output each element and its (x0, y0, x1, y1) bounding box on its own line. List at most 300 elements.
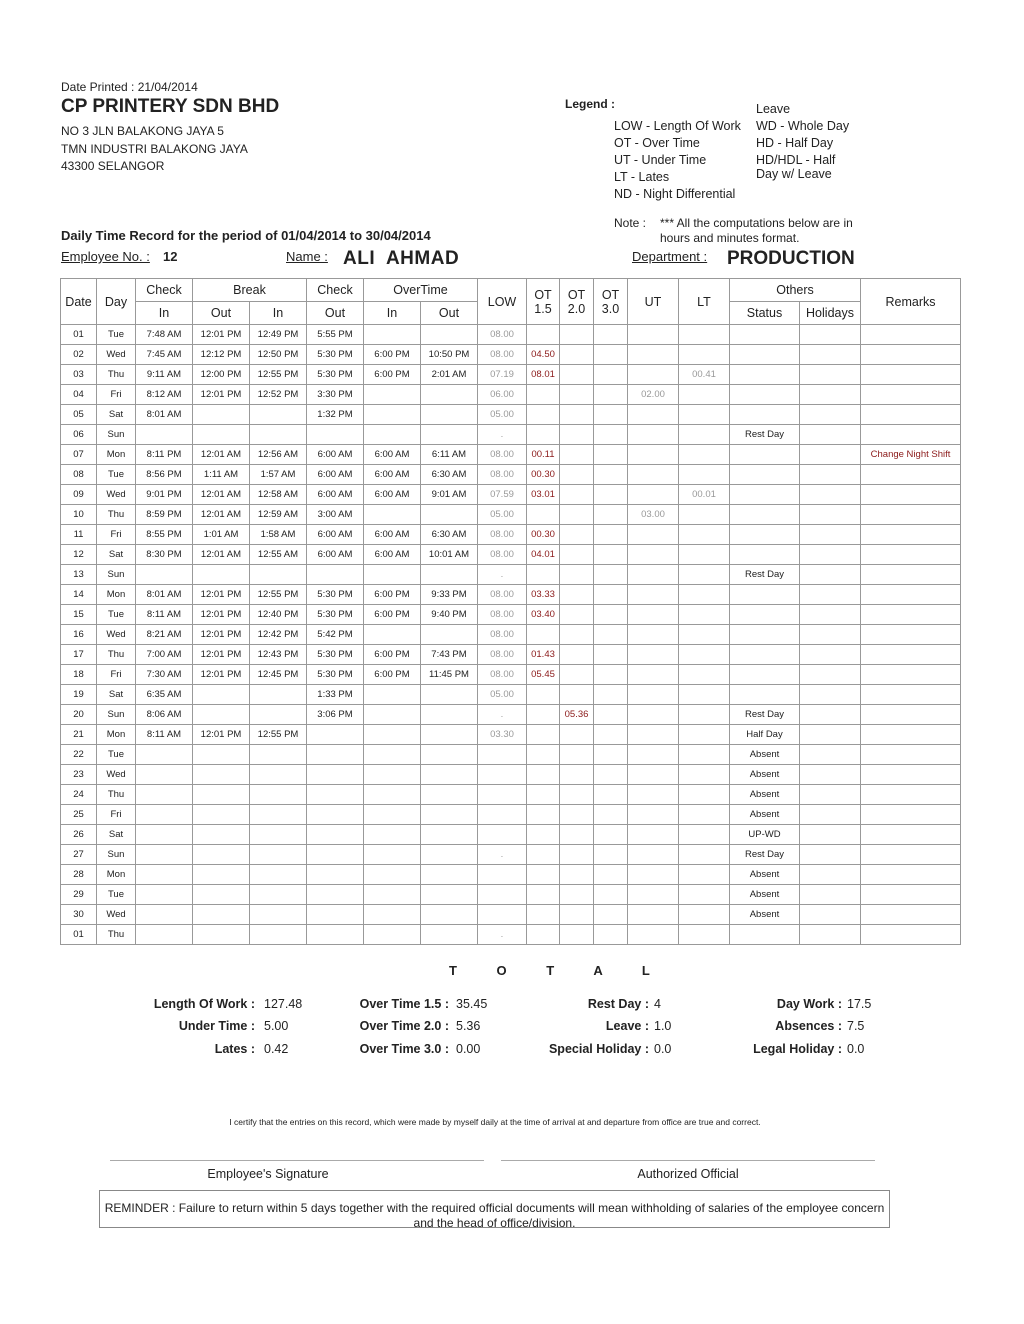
row-date: 20 (61, 705, 97, 725)
row-ut (628, 785, 679, 805)
row-break-out: 12:01 AM (193, 445, 250, 465)
date-printed: Date Printed : 21/04/2014 (61, 80, 198, 94)
row-status: UP-WD (730, 825, 800, 845)
row-check-in: 8:59 PM (136, 505, 193, 525)
row-break-in (250, 765, 307, 785)
row-holidays (800, 665, 861, 685)
row-ot20 (560, 385, 594, 405)
row-check-in (136, 845, 193, 865)
row-ot30 (594, 845, 628, 865)
row-lt (679, 605, 730, 625)
row-day: Sat (97, 545, 136, 565)
table-row (61, 345, 961, 365)
row-break-in: 12:55 AM (250, 545, 307, 565)
row-ot20 (560, 745, 594, 765)
row-ot30 (594, 805, 628, 825)
total-value-under-time: 5.00 (264, 1019, 289, 1033)
row-holidays (800, 905, 861, 925)
row-remarks (861, 665, 961, 685)
table-row (61, 905, 961, 925)
row-lt (679, 405, 730, 425)
row-ot30 (594, 325, 628, 345)
row-day: Fri (97, 805, 136, 825)
row-low: 05.00 (478, 505, 527, 525)
row-break-out (193, 885, 250, 905)
row-low: 08.00 (478, 665, 527, 685)
row-check-in (136, 765, 193, 785)
row-remarks (861, 325, 961, 345)
row-check-in: 6:35 AM (136, 685, 193, 705)
row-break-in: 12:55 PM (250, 725, 307, 745)
row-date: 27 (61, 845, 97, 865)
row-low: . (478, 925, 527, 945)
row-low (478, 825, 527, 845)
row-break-out: 12:12 PM (193, 345, 250, 365)
total-value-leave: 1.0 (654, 1019, 672, 1033)
row-low: 05.00 (478, 405, 527, 425)
note-text: *** All the computations below are in hours and minutes format. (660, 216, 853, 245)
row-low: 08.00 (478, 325, 527, 345)
row-remarks (861, 565, 961, 585)
row-ot-out: 11:45 PM (421, 665, 478, 685)
row-ot20 (560, 605, 594, 625)
row-ot-out: 9:40 PM (421, 605, 478, 625)
total-label-legal-holiday: Legal Holiday : (753, 1042, 842, 1056)
row-break-out (193, 785, 250, 805)
row-day: Tue (97, 605, 136, 625)
row-ot30 (594, 525, 628, 545)
row-ut (628, 325, 679, 345)
row-low (478, 745, 527, 765)
row-status (730, 345, 800, 365)
row-check-out: 5:30 PM (307, 645, 364, 665)
row-date: 24 (61, 785, 97, 805)
row-ot15 (527, 925, 560, 945)
row-ot-in (364, 565, 421, 585)
row-status: Absent (730, 865, 800, 885)
row-ot30 (594, 725, 628, 745)
row-ot30 (594, 465, 628, 485)
row-check-out: 6:00 AM (307, 485, 364, 505)
row-ot30 (594, 565, 628, 585)
row-ot15: 00.11 (527, 445, 560, 465)
row-break-out: 12:01 AM (193, 545, 250, 565)
row-ot30 (594, 585, 628, 605)
row-break-out (193, 405, 250, 425)
row-status (730, 385, 800, 405)
total-title: T O T A L (449, 963, 668, 978)
table-row (61, 525, 961, 545)
row-holidays (800, 605, 861, 625)
row-holidays (800, 625, 861, 645)
row-ut (628, 445, 679, 465)
row-ot30 (594, 545, 628, 565)
row-ot15 (527, 425, 560, 445)
row-break-out: 12:01 PM (193, 625, 250, 645)
row-ot30 (594, 905, 628, 925)
row-day: Thu (97, 925, 136, 945)
row-ot30 (594, 365, 628, 385)
row-status: Absent (730, 905, 800, 925)
row-ut (628, 825, 679, 845)
row-remarks (861, 905, 961, 925)
row-ot20 (560, 465, 594, 485)
table-row (61, 485, 961, 505)
row-break-out (193, 685, 250, 705)
row-ot30 (594, 485, 628, 505)
row-check-in: 9:01 PM (136, 485, 193, 505)
row-lt (679, 765, 730, 785)
row-remarks (861, 745, 961, 765)
row-ot20 (560, 805, 594, 825)
row-ot30 (594, 625, 628, 645)
row-ut (628, 605, 679, 625)
row-ot15 (527, 565, 560, 585)
row-ot20 (560, 665, 594, 685)
total-label-rest-day: Rest Day : (587, 997, 649, 1011)
address-line-1: NO 3 JLN BALAKONG JAYA 5 (61, 124, 224, 138)
row-break-out: 12:01 PM (193, 585, 250, 605)
row-ot-in (364, 625, 421, 645)
row-ot15 (527, 825, 560, 845)
row-ot20 (560, 345, 594, 365)
row-ot15 (527, 725, 560, 745)
row-lt (679, 385, 730, 405)
header-others: Others (730, 279, 861, 302)
row-date: 14 (61, 585, 97, 605)
row-ot20 (560, 585, 594, 605)
legend-left-4: ND - Night Differential (614, 187, 736, 201)
row-ot20 (560, 625, 594, 645)
row-date: 30 (61, 905, 97, 925)
legend-left-1: OT - Over Time (614, 136, 700, 150)
row-remarks (861, 725, 961, 745)
row-ot30 (594, 925, 628, 945)
row-low: 05.00 (478, 685, 527, 705)
row-ut (628, 625, 679, 645)
row-ot-out (421, 805, 478, 825)
table-row (61, 745, 961, 765)
time-record-table (60, 278, 961, 945)
header-ot-out: Out (421, 302, 478, 325)
row-holidays (800, 325, 861, 345)
row-ot-out (421, 425, 478, 445)
row-lt: 00.01 (679, 485, 730, 505)
row-day: Fri (97, 665, 136, 685)
row-check-out: 6:00 AM (307, 445, 364, 465)
row-day: Sun (97, 425, 136, 445)
row-lt (679, 705, 730, 725)
row-check-in (136, 885, 193, 905)
total-value-ot15: 35.45 (456, 997, 488, 1011)
row-ot15: 03.40 (527, 605, 560, 625)
row-check-in: 8:21 AM (136, 625, 193, 645)
row-ot20 (560, 525, 594, 545)
employee-signature-label: Employee's Signature (207, 1167, 329, 1181)
row-ot-out (421, 725, 478, 745)
row-break-out: 12:00 PM (193, 365, 250, 385)
row-status (730, 605, 800, 625)
row-status (730, 925, 800, 945)
header-check-out: Check (307, 279, 364, 302)
row-status: Absent (730, 765, 800, 785)
table-row (61, 545, 961, 565)
row-lt (679, 545, 730, 565)
row-ut (628, 365, 679, 385)
row-ut (628, 705, 679, 725)
legend-right-3: HD/HDL - Half (756, 153, 836, 167)
address-line-3: 43300 SELANGOR (61, 159, 165, 173)
row-check-in: 7:48 AM (136, 325, 193, 345)
row-remarks (861, 425, 961, 445)
row-break-out (193, 805, 250, 825)
total-value-ot30: 0.00 (456, 1042, 481, 1056)
row-lt (679, 665, 730, 685)
row-holidays (800, 545, 861, 565)
row-ut (628, 905, 679, 925)
table-row (61, 825, 961, 845)
row-date: 23 (61, 765, 97, 785)
row-ot-out (421, 825, 478, 845)
total-value-legal-holiday: 0.0 (847, 1042, 865, 1056)
row-ut (628, 685, 679, 705)
row-ot-in: 6:00 PM (364, 605, 421, 625)
row-day: Tue (97, 745, 136, 765)
row-ot30 (594, 505, 628, 525)
row-check-out: 6:00 AM (307, 525, 364, 545)
row-day: Sun (97, 705, 136, 725)
row-check-out (307, 725, 364, 745)
row-date: 19 (61, 685, 97, 705)
row-status: Absent (730, 745, 800, 765)
row-ut (628, 745, 679, 765)
row-day: Fri (97, 385, 136, 405)
row-check-in (136, 825, 193, 845)
row-ot-in (364, 405, 421, 425)
employee-signature-line (110, 1160, 484, 1161)
row-remarks (861, 765, 961, 785)
row-check-in: 7:00 AM (136, 645, 193, 665)
legend-right-4: Day w/ Leave (756, 167, 832, 181)
row-ot15 (527, 325, 560, 345)
row-ut (628, 345, 679, 365)
row-break-in (250, 905, 307, 925)
row-ot20 (560, 825, 594, 845)
row-ut (628, 485, 679, 505)
row-status (730, 665, 800, 685)
note-label: Note : (614, 216, 647, 230)
row-break-out (193, 845, 250, 865)
row-ot-out: 6:30 AM (421, 465, 478, 485)
row-status: Absent (730, 805, 800, 825)
row-break-in (250, 745, 307, 765)
row-ot-in (364, 805, 421, 825)
row-check-in: 8:12 AM (136, 385, 193, 405)
row-remarks (861, 585, 961, 605)
row-status (730, 585, 800, 605)
period-title: Daily Time Record for the period of 01/04/2014 to 30/04/2014 (61, 228, 431, 243)
row-ot-in: 6:00 AM (364, 545, 421, 565)
row-check-in (136, 905, 193, 925)
row-ot-in: 6:00 PM (364, 365, 421, 385)
row-lt (679, 925, 730, 945)
row-date: 09 (61, 485, 97, 505)
row-check-in: 8:55 PM (136, 525, 193, 545)
table-row (61, 565, 961, 585)
row-break-in (250, 805, 307, 825)
row-ot15: 01.43 (527, 645, 560, 665)
row-day: Fri (97, 525, 136, 545)
row-ot-in (364, 705, 421, 725)
row-date: 01 (61, 325, 97, 345)
total-label-under-time: Under Time : (178, 1019, 255, 1033)
row-ut (628, 525, 679, 545)
row-check-out (307, 925, 364, 945)
header-ot15: OT 1.5 (527, 279, 560, 325)
row-ut: 03.00 (628, 505, 679, 525)
row-check-in (136, 925, 193, 945)
row-holidays (800, 405, 861, 425)
row-ot-out (421, 405, 478, 425)
row-day: Tue (97, 325, 136, 345)
table-row (61, 385, 961, 405)
row-check-in: 8:56 PM (136, 465, 193, 485)
header-lt: LT (679, 279, 730, 325)
row-check-in: 8:11 AM (136, 605, 193, 625)
row-remarks (861, 885, 961, 905)
row-check-out (307, 805, 364, 825)
row-status: Rest Day (730, 845, 800, 865)
row-status (730, 365, 800, 385)
row-ot-out (421, 845, 478, 865)
row-ot30 (594, 765, 628, 785)
row-day: Sat (97, 685, 136, 705)
row-lt (679, 585, 730, 605)
row-break-in (250, 925, 307, 945)
row-check-out: 3:30 PM (307, 385, 364, 405)
row-lt (679, 445, 730, 465)
legend-right-2: HD - Half Day (756, 136, 834, 150)
row-holidays (800, 725, 861, 745)
row-ot15: 04.50 (527, 345, 560, 365)
row-ot20 (560, 685, 594, 705)
row-ut (628, 425, 679, 445)
row-holidays (800, 885, 861, 905)
row-holidays (800, 845, 861, 865)
row-holidays (800, 825, 861, 845)
row-ot15: 00.30 (527, 525, 560, 545)
employee-no-value: 12 (163, 249, 178, 264)
row-date: 07 (61, 445, 97, 465)
table-row (61, 645, 961, 665)
row-day: Thu (97, 645, 136, 665)
row-ot15 (527, 405, 560, 425)
row-ot30 (594, 745, 628, 765)
row-low: . (478, 425, 527, 445)
row-low: 06.00 (478, 385, 527, 405)
header-overtime: OverTime (364, 279, 478, 302)
row-lt (679, 865, 730, 885)
row-ut: 02.00 (628, 385, 679, 405)
row-break-out: 12:01 PM (193, 605, 250, 625)
row-break-in (250, 785, 307, 805)
row-ot-out: 10:01 AM (421, 545, 478, 565)
row-break-out: 1:01 AM (193, 525, 250, 545)
row-day: Wed (97, 625, 136, 645)
row-ot-in (364, 885, 421, 905)
header-break: Break (193, 279, 307, 302)
row-low: 08.00 (478, 605, 527, 625)
row-holidays (800, 925, 861, 945)
table-row (61, 805, 961, 825)
row-ut (628, 725, 679, 745)
row-remarks (861, 645, 961, 665)
row-check-out (307, 745, 364, 765)
row-break-in: 12:56 AM (250, 445, 307, 465)
row-date: 25 (61, 805, 97, 825)
total-value-day-work: 17.5 (847, 997, 872, 1011)
row-break-out: 12:01 AM (193, 485, 250, 505)
total-value-rest-day: 4 (654, 997, 661, 1011)
row-remarks (861, 465, 961, 485)
row-date: 17 (61, 645, 97, 665)
total-label-ot20: Over Time 2.0 : (359, 1019, 449, 1033)
row-check-in (136, 565, 193, 585)
row-ut (628, 765, 679, 785)
row-ot15 (527, 685, 560, 705)
row-ot15 (527, 785, 560, 805)
row-status: Rest Day (730, 565, 800, 585)
row-date: 22 (61, 745, 97, 765)
row-low: . (478, 565, 527, 585)
header-ut: UT (628, 279, 679, 325)
header-break-in: In (250, 302, 307, 325)
row-lt: 00.41 (679, 365, 730, 385)
official-signature-line (501, 1160, 875, 1161)
row-break-in (250, 565, 307, 585)
name-value: ALI AHMAD (343, 248, 460, 269)
total-label-special-holiday: Special Holiday : (548, 1042, 649, 1056)
row-date: 26 (61, 825, 97, 845)
row-ot30 (594, 605, 628, 625)
row-date: 29 (61, 885, 97, 905)
row-ot-out (421, 925, 478, 945)
row-check-out (307, 785, 364, 805)
row-break-out (193, 765, 250, 785)
row-lt (679, 505, 730, 525)
row-ut (628, 565, 679, 585)
header-remarks: Remarks (861, 279, 961, 325)
row-check-out: 1:32 PM (307, 405, 364, 425)
total-label-ot15: Over Time 1.5 : (359, 997, 449, 1011)
row-check-in: 8:11 AM (136, 725, 193, 745)
row-ot-out (421, 385, 478, 405)
row-ot20 (560, 845, 594, 865)
row-check-out: 5:55 PM (307, 325, 364, 345)
row-check-out (307, 885, 364, 905)
row-ut (628, 645, 679, 665)
row-ot-in (364, 765, 421, 785)
row-ot-out (421, 505, 478, 525)
row-ot-in: 6:00 AM (364, 465, 421, 485)
row-ot30 (594, 665, 628, 685)
total-label-leave: Leave : (605, 1019, 649, 1033)
time-record-body (61, 325, 961, 945)
row-ot-out (421, 685, 478, 705)
row-ut (628, 885, 679, 905)
row-ot30 (594, 645, 628, 665)
row-ot20 (560, 405, 594, 425)
